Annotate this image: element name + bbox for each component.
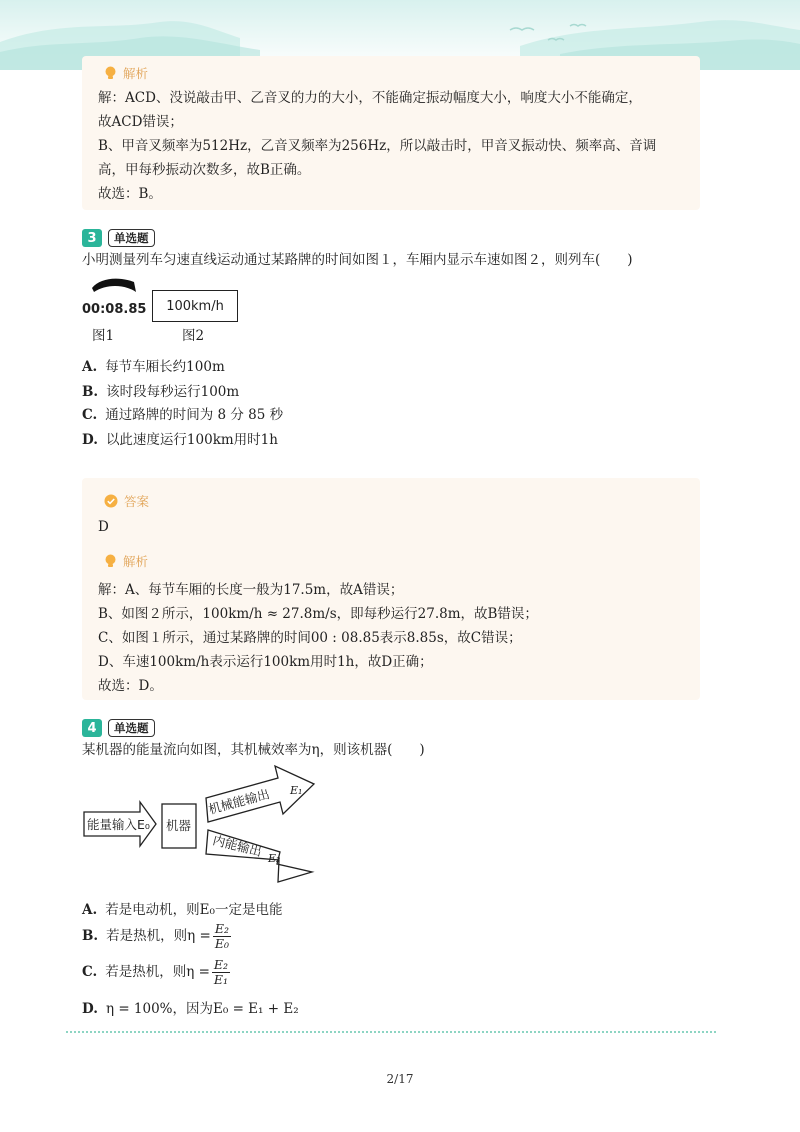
- analysis-line: 故选：B。: [98, 186, 162, 202]
- option-letter: D.: [82, 432, 98, 448]
- option-letter: A.: [82, 359, 98, 375]
- analysis-tag-label: 解析: [123, 66, 149, 81]
- option-text: η = 100%，因为E₀ = E₁ + E₂: [105, 1001, 299, 1017]
- stopwatch-reading: 00:08.85: [82, 302, 147, 317]
- section-divider: [66, 1031, 716, 1033]
- option-text: 以此速度运行100km用时1h: [105, 432, 278, 448]
- page-number: 2/17: [386, 1072, 414, 1086]
- option-b[interactable]: [82, 922, 231, 951]
- energy-flow-diagram: [82, 764, 322, 886]
- option-letter: C.: [82, 407, 98, 423]
- question-type-badge: 单选题: [108, 719, 155, 737]
- fraction-numerator: E₂: [213, 957, 229, 972]
- question-number: 3: [82, 229, 102, 247]
- lightbulb-icon: [104, 554, 117, 569]
- analysis-line: 故ACD错误；: [98, 114, 183, 130]
- option-text: 若是电动机，则E₀一定是电能: [105, 902, 283, 918]
- option-text: 若是热机，则η =: [106, 928, 211, 944]
- mechanical-output-label: 机械能输出: [206, 786, 272, 817]
- analysis-line: B、如图２所示，100km/h ≈ 27.8m/s，即每秒运行27.8m，故B错误；: [98, 606, 538, 622]
- e1-label: E₁: [290, 784, 303, 797]
- question-header-3: [82, 229, 155, 247]
- fraction-denominator: E₀: [214, 936, 229, 951]
- analysis-line: B、甲音叉频率为512Hz，乙音叉频率为256Hz，所以敲击时，甲音叉振动快、频率高、音调: [98, 138, 657, 154]
- machine-label: 机器: [166, 818, 192, 833]
- fraction-numerator: E₂: [214, 921, 229, 936]
- fraction: [212, 958, 230, 987]
- question-stem: 小明测量列车匀速直线运动通过某路牌的时间如图１，车厢内显示车速如图２，则列车( ): [82, 252, 633, 268]
- lightbulb-icon: [104, 66, 117, 81]
- option-d[interactable]: [82, 997, 299, 1017]
- fraction-denominator: E₁: [213, 972, 229, 987]
- answer-box-q3: [82, 478, 700, 700]
- option-a[interactable]: [82, 898, 282, 918]
- analysis-tag-label: 解析: [123, 554, 149, 569]
- check-circle-icon: [104, 494, 118, 508]
- option-letter: D.: [82, 1001, 98, 1017]
- e2-label: E₂: [268, 852, 281, 865]
- option-b[interactable]: [82, 380, 239, 400]
- fraction: [213, 922, 231, 951]
- analysis-line: 解：A、每节车厢的长度一般为17.5m，故A错误；: [98, 582, 404, 598]
- option-text: 每节车厢长约100m: [105, 359, 225, 375]
- option-letter: B.: [82, 384, 99, 400]
- analysis-tag: [104, 552, 148, 570]
- option-d[interactable]: [82, 428, 278, 448]
- option-letter: A.: [82, 902, 98, 918]
- question-figure-3: [82, 274, 252, 344]
- answer-tag-label: 答案: [124, 494, 150, 509]
- question-header-4: [82, 719, 155, 737]
- option-a[interactable]: [82, 355, 225, 375]
- brush-stroke-icon: [90, 274, 140, 296]
- analysis-line: 故选：D。: [98, 678, 163, 694]
- answer-value: D: [98, 519, 109, 535]
- input-label: 能量输入E₀: [87, 817, 150, 832]
- analysis-line: 高，甲每秒振动次数多，故B正确。: [98, 162, 311, 178]
- option-letter: C.: [82, 964, 98, 980]
- analysis-line: D、车速100km/h表示运行100km用时1h，故D正确；: [98, 654, 433, 670]
- option-text: 若是热机，则η =: [105, 964, 210, 980]
- question-type-badge: 单选题: [108, 229, 155, 247]
- figure1-caption: 图1: [92, 328, 115, 344]
- option-c[interactable]: [82, 958, 230, 987]
- option-c[interactable]: [82, 403, 283, 423]
- question-number: 4: [82, 719, 102, 737]
- answer-tag: [104, 492, 149, 510]
- question-stem: 某机器的能量流向如图，其机械效率为η，则该机器( ): [82, 742, 425, 758]
- option-text: 该时段每秒运行100m: [106, 384, 240, 400]
- analysis-line: 解：ACD、没说敲击甲、乙音叉的力的大小，不能确定振动幅度大小，响度大小不能确定，: [98, 90, 642, 106]
- analysis-tag: [104, 64, 148, 82]
- option-letter: B.: [82, 928, 99, 944]
- analysis-line: C、如图１所示，通过某路牌的时间00 : 08.85表示8.85s，故C错误；: [98, 630, 522, 646]
- analysis-box-q2: [82, 56, 700, 210]
- option-text: 通过路牌的时间为 8 分 85 秒: [105, 407, 284, 423]
- speed-display: 100km/h: [152, 290, 238, 322]
- heat-output-label: 内能输出: [211, 832, 264, 860]
- figure2-caption: 图2: [182, 328, 205, 344]
